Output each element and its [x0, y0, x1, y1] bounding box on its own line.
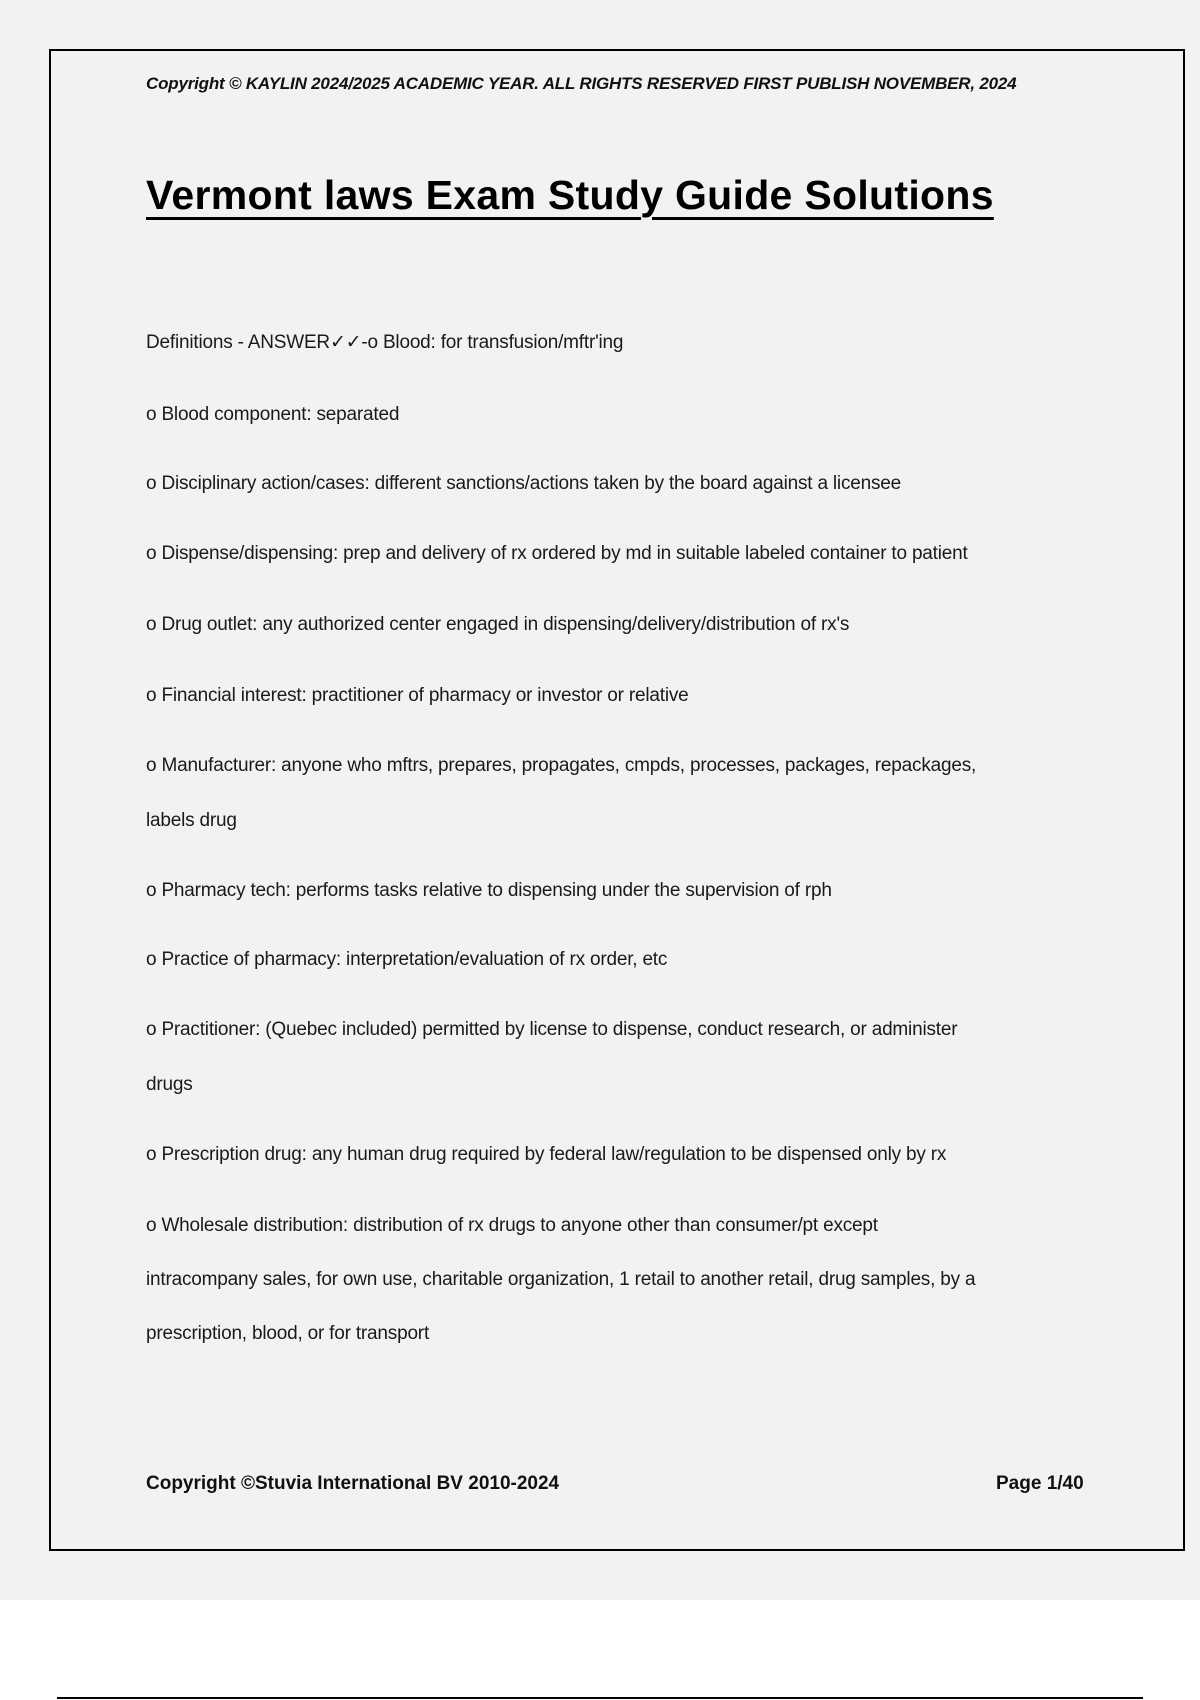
header-copyright: Copyright © KAYLIN 2024/2025 ACADEMIC YEAR. ALL RIGHTS RESERVED FIRST PUBLISH NOVEMBER, 2024	[146, 74, 1017, 93]
next-page-top-border	[57, 1697, 1143, 1699]
definition-drug-outlet: o Drug outlet: any authorized center engaged in dispensing/delivery/distribution of rx's	[146, 614, 850, 635]
definition-practitioner-continued: drugs	[146, 1074, 193, 1095]
definition-manufacturer: o Manufacturer: anyone who mftrs, prepares, propagates, cmpds, processes, packages, repackages,	[146, 755, 977, 776]
definition-practitioner: o Practitioner: (Quebec included) permitted by license to dispense, conduct research, or administer	[146, 1019, 958, 1040]
definition-pharmacy-tech: o Pharmacy tech: performs tasks relative to dispensing under the supervision of rph	[146, 880, 832, 901]
definition-financial-interest: o Financial interest: practitioner of pharmacy or investor or relative	[146, 685, 689, 706]
definition-practice-of-pharmacy: o Practice of pharmacy: interpretation/evaluation of rx order, etc	[146, 949, 668, 970]
definition-prescription-drug: o Prescription drug: any human drug required by federal law/regulation to be dispensed only by rx	[146, 1144, 947, 1165]
definition-wholesale-distribution-end: prescription, blood, or for transport	[146, 1323, 430, 1344]
definitions-intro: Definitions - ANSWER✓✓-o Blood: for transfusion/mftr'ing	[146, 332, 624, 353]
definition-disciplinary-action: o Disciplinary action/cases: different sanctions/actions taken by the board against a licensee	[146, 473, 902, 494]
page-title: Vermont laws Exam Study Guide Solutions	[146, 172, 994, 218]
definition-dispense: o Dispense/dispensing: prep and delivery of rx ordered by md in suitable labeled container to patient	[146, 543, 968, 564]
footer-copyright: Copyright ©Stuvia International BV 2010-2024	[146, 1473, 560, 1494]
definition-manufacturer-continued: labels drug	[146, 810, 237, 831]
definition-blood-component: o Blood component: separated	[146, 404, 400, 425]
definition-wholesale-distribution-continued: intracompany sales, for own use, charitable organization, 1 retail to another retail, drug samples, by a	[146, 1269, 976, 1290]
definition-wholesale-distribution: o Wholesale distribution: distribution of rx drugs to anyone other than consumer/pt except	[146, 1215, 878, 1236]
page-number: Page 1/40	[996, 1473, 1084, 1494]
